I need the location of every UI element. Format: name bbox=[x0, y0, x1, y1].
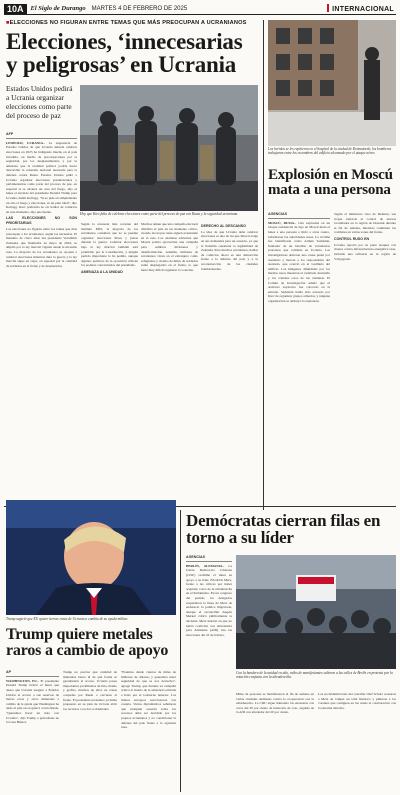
story3-dateline: BERLÍN, ALEMANIA.- bbox=[186, 563, 225, 568]
story1-section-3: DERECHO AL DESCANSO bbox=[201, 224, 246, 228]
page-number: 10A bbox=[4, 4, 27, 14]
story1-subhead: Estados Unidos pedirá a Ucrania organizar elecciones como parte del proceso de paz bbox=[6, 84, 73, 120]
story2-body-2: Las imágenes difundidas por los medios rusos muestran el vestíbulo destruido y los cristales rotos de las ventanas. El Comité de Investigación señaló que el artefacto explosivo fue colocado en la entrada. Sarkisián había sido acusado por Kiev de organizar grupos armados, y ninguna organización se atribuyó la explosión. bbox=[268, 266, 330, 303]
story2-body-4: Ucrania reportó por su parte ataques con drones contra infraestructura energética rusa, incluida una refinería en la región de Vólgogrado. bbox=[334, 242, 396, 261]
story1-body-4: Muchos temen que una campaña electoral dividiría al país en un momento crítico, cuando las tropas rusas siguen avanzando en el este. Los analistas advierten que Moscú podría aprovechar una campaña para sembrar divisiones y desinformación. Además, millones de ucranianos viven en el extranjero como refugiados y cientos de miles de soldados están desplegados en el frente, lo que haría muy difícil organizar la votación. bbox=[141, 222, 198, 272]
story2-body-1: Una explosión en un bloque residencial de lujo en Moscú mató el lunes a una persona e hirió a otras cuatro, informaron las autoridades rusas. La víctima fue identificada como Armén Sarkisián, fundador de un batallón de voluntarios prorrusos que combate en Ucrania. Los investigadores abrieron una causa penal por asesinato y buscan a los responsables del atentado, que ocurrió en el vestíbulo del edificio. bbox=[268, 220, 330, 271]
story1-photo-caption: Hoy que Kiev falta de celebrar elecciones como parte del proceso de paz con Rusia y la seguridad ucraniana. bbox=[80, 212, 239, 216]
story4-photo-caption: Trump sugirió que EU quiere tierras raras de Ucrania a cambio de su ayuda militar. bbox=[6, 617, 128, 621]
story2-dateline: MOSCÚ, RUSIA.- bbox=[268, 220, 297, 225]
story1-body-3: Según la encuesta más reciente del instituto KIIS, la mayoría de los ucranianos considera que no se pueden organizar elecciones libres y justas durante la guerra. Celebrar elecciones bajo la ley marcial también está prohibido por la Constitución, y ningún partido importante lo ha pedido, aunque algunos políticos de la oposición critican los poderes concentrados del presidente. bbox=[81, 222, 138, 268]
story3-column-2 bbox=[236, 692, 314, 792]
story1-kicker: ■ ELECCIONES NO FIGURAN ENTRE TEMAS QUE MÁS PREOCUPAN A UCRANIANOS bbox=[6, 20, 256, 26]
story4-headline: Trump quiere metales raros a cambio de apoyo bbox=[6, 626, 169, 660]
story3-body-3: Los socialdemócratas del canciller Olaf Scholz acusaron a Merz de romper un tabú histórico y pidieron a los votantes que castiguen en las urnas la colaboración con la extrema derecha. bbox=[318, 692, 396, 710]
story4-column-1 bbox=[6, 670, 59, 792]
story3-column-3 bbox=[318, 692, 396, 792]
story3-body-2: Miles de personas se manifestaron el fin de semana en varias ciudades alemanas contra la cooperación con la ultraderecha. La CDU sigue liderando las encuestas con cerca del 30 por ciento de intención de voto, seguida de la AfD con alrededor del 20 por ciento. bbox=[236, 692, 314, 715]
column-divider-bottom bbox=[180, 510, 181, 792]
story1-section-1: LAS ELECCIONES NO SON PRIORITARIAS bbox=[6, 216, 77, 226]
story1-column-4 bbox=[201, 222, 258, 502]
story1-dateline: LEOPOLD, UCRANIA.- bbox=[6, 140, 45, 145]
story2-byline: AGENCIAS bbox=[268, 212, 330, 219]
story3-body-1: La Unión Demócrata Cristiana (CDU) reafirmó el lunes su apoyo a su líder, Friedrich Merz, frente a las críticas por haber aceptado votos de la ultraderecha en el Parlamento. En un congreso del partido, los delegados respaldaron la línea de Merz de endurecer la política migratoria, aunque el excanciller Angela Merkel criticó públicamente la decisión. Merz insistió en que no habrá coalición con Alternativa para Alemania (AfD) tras las elecciones del 23 de febrero. bbox=[186, 563, 232, 637]
story2-headline: Explosión en Moscú mata a una persona bbox=[268, 167, 393, 199]
story3-photo bbox=[236, 555, 396, 669]
column-divider bbox=[263, 20, 264, 510]
story2-body-3: Según el ministerio ruso de Defensa, sus tropas tomaron el control de nuevas localidades en la región de Donetsk durante el fin de semana, mientras continúan los combates en varias zonas del frente. bbox=[334, 212, 396, 235]
story1-column-3 bbox=[141, 222, 198, 502]
story2-column-1 bbox=[268, 212, 330, 502]
story3-column-1 bbox=[186, 555, 232, 792]
story4-photo bbox=[6, 500, 176, 615]
story4-column-2 bbox=[63, 670, 117, 792]
story1-byline: AFP bbox=[6, 132, 77, 139]
story1-photo bbox=[80, 85, 258, 211]
story1-section-2: AMENAZA A LA UNIDAD bbox=[81, 269, 123, 274]
story2-photo bbox=[268, 20, 396, 146]
story4-body-1: El presidente Donald Trump indicó el lunes que desea que Ucrania asegure a Estados Unidos el acceso a sus reservas de tierras raras y otros minerales a cambio de la ayuda que Washington ha dado al país en su guerra contra Rusia. "Queremos hacer un trato con Ucrania", dijo Trump a periodistas en la Casa Blanca. bbox=[6, 678, 59, 725]
story2-section-1: CONTROL RUSO EN bbox=[334, 236, 370, 241]
page-header bbox=[4, 3, 396, 15]
story4-body-2: Trump no precisó qué cantidad de minerales busca ni de qué forma se garantizaría el acceso. Ucrania posee importantes yacimientos de litio, titanio y grafito, muchos de ellos en zonas ocupadas por Rusia o cercanas al frente. El presidente ucraniano ya había propuesto en su plan de victoria abrir los recursos a socios occidentales. bbox=[63, 670, 117, 711]
story1-column-2 bbox=[81, 222, 138, 502]
story3-photo-caption: Con la bandera de la unidad en alto, miles de manifestantes salieron a las calles de Berlín en protesta por la votación conjunta con la ultraderecha. bbox=[236, 671, 393, 680]
story4-byline: AP bbox=[6, 670, 59, 677]
section-name: INTERNACIONAL bbox=[327, 4, 394, 13]
issue-date: MARTES 4 DE FEBRERO DE 2025 bbox=[91, 5, 188, 12]
story4-dateline: WASHINGTON, EU.- bbox=[6, 678, 39, 683]
story1-column-1 bbox=[6, 132, 77, 502]
story1-body-5: La idea de que Ucrania debe celebrar elecciones es una de las que Moscú exige en sus demandas para un acuerdo, ya que el Kremlin cuestiona la legitimidad de Zelenski. Para muchos ucranianos, hablar de comicios ahora es una distracción frente a la defensa del país y a la reconstrucción de las ciudades bombardeadas. bbox=[201, 229, 258, 271]
story2-photo-caption: Los heridos se les repitieron en el hospital de la ciudad de Kramatorsk; los bomberos trabajaron entre los escombros del edificio alcanzado por el ataque aéreo. bbox=[268, 147, 392, 156]
story1-body-2: Las elecciones no figuran entre los temas que más preocupan a los ucranianos, según las encuestas. El mandato de cinco años del presidente Volodímir Zelenski, que finalizaba en mayo de 2024, se amplió por la ley marcial vigente desde la invasión rusa. La mayoría de los ucranianos se oponen a celebrar elecciones mientras dura la guerra y la ley marcial sigue en vigor, en especial por la cantidad de soldados en el frente y de desplazados. bbox=[6, 227, 77, 268]
story3-byline: AGENCIAS bbox=[186, 555, 232, 562]
story2-column-2 bbox=[334, 212, 396, 502]
story4-column-3 bbox=[121, 670, 176, 792]
story4-body-3: "Estamos dando cientos de miles de millones de dólares, y queremos tener seguridad de que se nos devuelva", agregó Trump, que durante su campaña criticó el monto de la asistencia enviada a Kiev por el Gobierno anterior. bbox=[121, 670, 176, 697]
story1-headline: Elecciones, ‘innecesarias y peligrosas’ en Ucrania bbox=[6, 29, 243, 78]
newspaper-brand: El Siglo de Durango bbox=[30, 5, 86, 12]
story1-body-1: La sugerencia de Estados Unidos de que Ucrania debería celebrar elecciones en 2025 ha indignado mucho en el país invadido, en medio de preocupaciones por la seguridad, por los desplazamientos y por la amenaza que la realidad política podría hacer descarrilar la cohesión nacional necesaria para la defensa contra Rusia. Estados Unidos pidió a Ucrania organizar elecciones presidenciales y parlamentarias como parte del proceso de paz, en especial si se alcanza un cese del fuego, dijo el lunes el enviado del presidente Donald Trump para Ucrania, Keith Kellogg. "Si se pide en simplemente un alto el fuego y elecciones, es un plan ideal", dijo Kellogg. Kiev preferiría no oír hablar de comicios en este momento, dijo una fuente. bbox=[6, 140, 77, 214]
story4-body-4: Los líderes europeos reaccionaron con cautela. Varios diplomáticos señalaron que cualquier acuerdo sobre los recursos debe ser decidido por los propios ucranianos y no condicionar la defensa del país frente a la agresión rusa. bbox=[121, 692, 176, 730]
story3-headline: Demócratas cierran filas en torno a su líder bbox=[186, 511, 381, 548]
